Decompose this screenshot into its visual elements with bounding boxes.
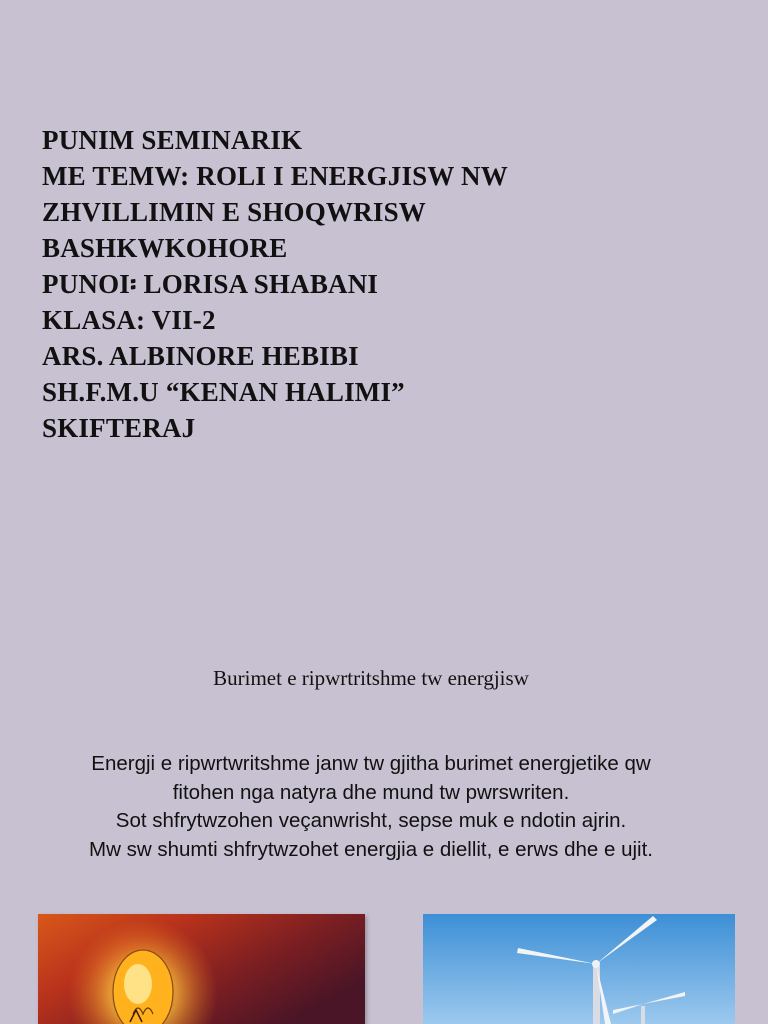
title-line-4: BASHKWKOHORE	[42, 233, 288, 263]
author-line: PUNOI፡ LORISA SHABANI	[42, 269, 379, 299]
paragraph-line-1: Energji e ripwrtwritshme janw tw gjitha burimet energjetike qw	[91, 752, 651, 775]
body-paragraph	[0, 750, 742, 864]
teacher-line: ARS. ALBINORE HEBIBI	[42, 341, 359, 371]
school-line: SH.F.M.U “KENAN HALIMI”	[42, 377, 405, 407]
section-subtitle: Burimet e ripwrtritshme tw energjisw	[213, 666, 529, 690]
title-line-3: ZHVILLIMIN E SHOQWRISW	[42, 197, 426, 227]
paragraph-line-2: fitohen nga natyra dhe mund tw pwrswriten.	[172, 780, 570, 804]
location-line: SKIFTERAJ	[42, 413, 196, 443]
title-line-2: ME TEMW: ROLI I ENERGJISW NW	[42, 161, 508, 191]
lightbulb-image	[38, 914, 365, 1024]
paragraph-line-4: Mw sw shumti shfrytwzohet energjia e diellit, e erws dhe e ujit.	[89, 837, 653, 861]
title-line-1: PUNIM SEMINARIK	[42, 125, 303, 155]
wind-turbine-image	[423, 914, 735, 1024]
title-block	[42, 122, 742, 446]
wind-turbine-photo	[423, 914, 735, 1024]
paragraph-line-3: Sot shfrytwzohen veçanwrisht, sepse muk e ndotin ajrin.	[115, 809, 627, 832]
lightbulb-photo	[38, 914, 365, 1024]
class-line: KLASA: VII-2	[42, 305, 216, 335]
